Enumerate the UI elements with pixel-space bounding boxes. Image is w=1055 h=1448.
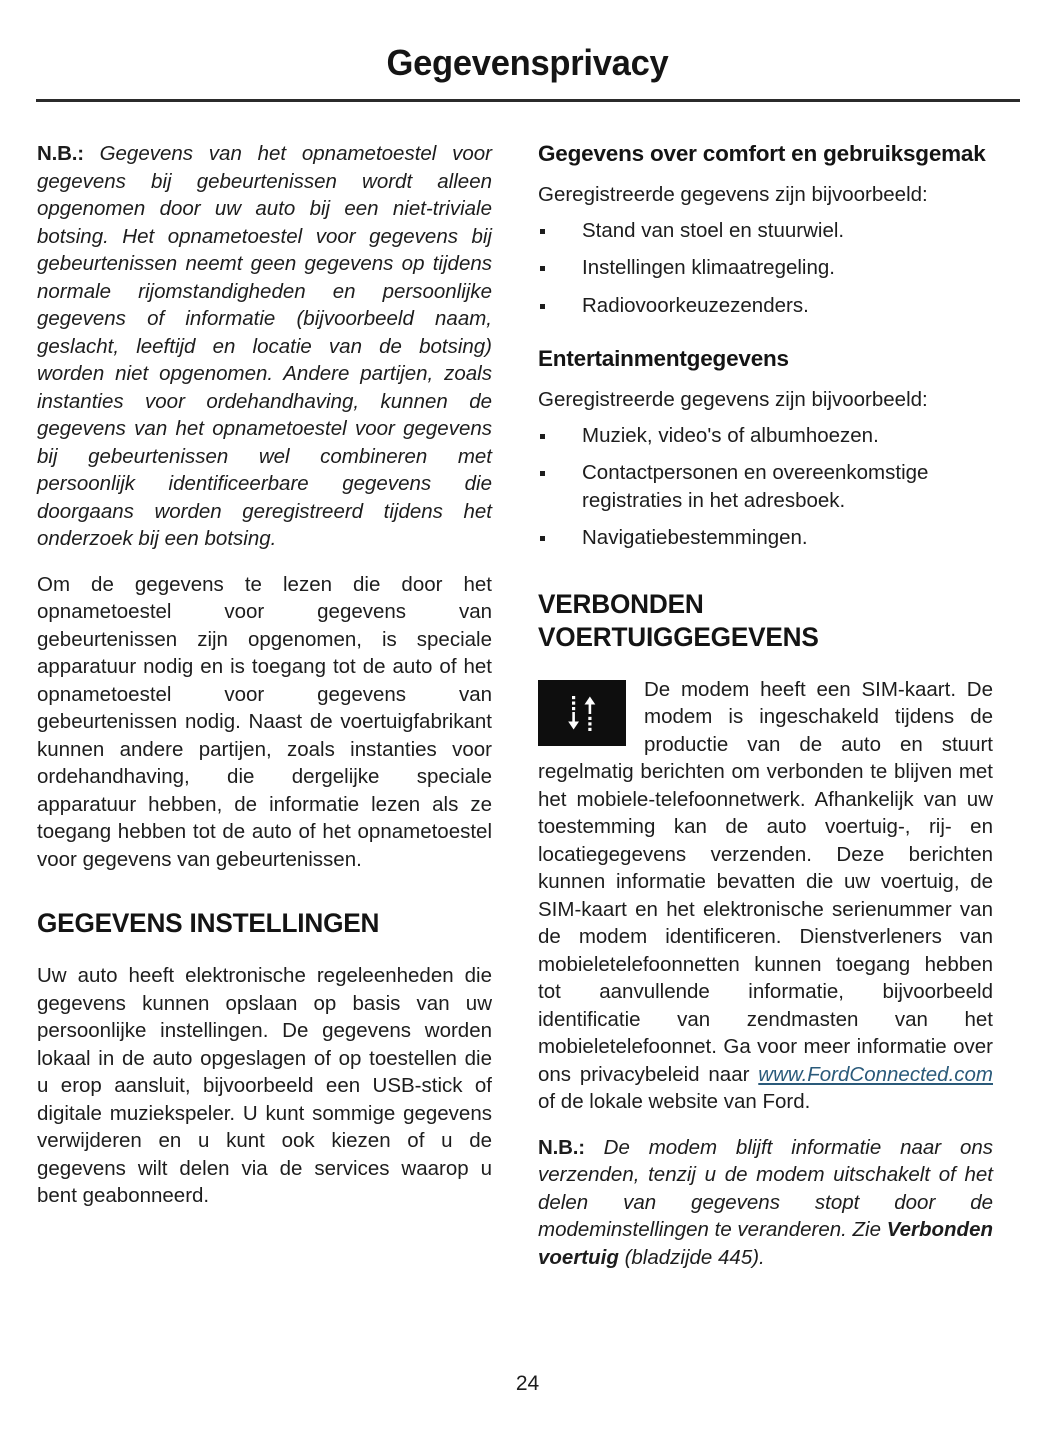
- bullet-dot-icon: [540, 304, 545, 309]
- paragraph-settings-data: Uw auto heeft elektronische regeleenheden die gegevens kunnen opslaan op basis van uw persoonlijke instellingen. De gegevens worden lokaal in de auto opgeslagen of op toestellen die u erop aansluit, bijvoorbeeld een USB-stick of digitale muziekspeler. U kunt sommige gegevens verwijderen en u kunt ook kiezen of u de gegevens wilt delen via de services waarop u bent geabonneerd.: [37, 964, 492, 1207]
- page-header: [35, 44, 1020, 82]
- note-body-tail: (bladzijde 445).: [618, 1245, 765, 1269]
- heading-entertainment-data: Entertainmentgegevens: [538, 346, 789, 371]
- heading-gegevens-instellingen: GEGEVENS INSTELLINGEN: [37, 908, 380, 938]
- bullet-list-entertainment: [538, 422, 993, 552]
- page-title: Gegevensprivacy: [386, 42, 669, 83]
- bullet-dot-icon: [540, 434, 545, 439]
- note-label: N.B.:: [37, 142, 84, 165]
- list-item-label: Muziek, video's of albumhoezen.: [582, 423, 879, 447]
- list-item: [538, 254, 993, 282]
- list-item-label: Navigatiebestemmingen.: [582, 526, 808, 549]
- bullet-dot-icon: [540, 471, 545, 476]
- heading-verbonden-voertuiggegevens: VERBONDEN VOERTUIGGEGEVENS: [538, 588, 819, 652]
- lead-comfort: Geregistreerde gegevens zijn bijvoorbeeld:: [538, 183, 928, 206]
- list-item: [538, 292, 993, 320]
- header-divider: [36, 99, 1020, 102]
- note-body: Gegevens van het opnametoestel voor gegevens bij gebeurtenissen wordt alleen opgenomen door uw auto bij een niet-triviale botsing. Het opnametoestel voor gegevens bij gebeurtenissen neemt geen gegevens op tijdens normale rijomstandigheden en persoonlijke gegevens of informatie (bijvoorbeeld naam, geslacht, leeftijd en locatie van de botsing) worden niet opgenomen. Andere partijen, zoals instanties voor ordehandhaving, kunnen de gegevens van het opnametoestel voor gegevens bij gebeurtenissen wel combineren met persoonlijk identificeerbare gegevens die doorgaans worden geregistreerd tijdens het onderzoek bij een botsing.: [37, 142, 492, 550]
- list-item-label: Stand van stoel en stuurwiel.: [582, 218, 845, 242]
- heading-comfort-data: Gegevens over comfort en gebruiksgemak: [538, 141, 986, 166]
- right-column: [538, 140, 993, 1271]
- note-label: N.B.:: [538, 1135, 585, 1159]
- note-event-recorder: [37, 140, 492, 553]
- lead-entertainment: Geregistreerde gegevens zijn bijvoorbeeld:: [538, 388, 928, 411]
- connected-body-text: De modem heeft een SIM-kaart. De modem is ingeschakeld tijdens de productie van de auto en stuurt regelmatig berichten om verbonden te blijven met het mobiele-telefoonnetwerk. Afhankelijk van uw toestemming kan de auto voertuig-, rij- en locatiegegevens verzenden. Deze berichten kunnen informatie bevatten die uw voertuig, de SIM-kaart en het elektronische serienummer van de modem identificeren. Dienstverleners van mobieletelefoonnetten kunnen toegang hebben tot aanvullende informatie, bijvoorbeeld identificatie van zendmasten van het mobieletelefoonnet. Ga voor meer informatie over ons privacybeleid naar: [538, 677, 993, 1086]
- list-item: [538, 524, 993, 552]
- paragraph-reading-event-data: Om de gegevens te lezen die door het opnametoestel voor gegevens van gebeurtenissen zijn opgenomen, is speciale apparatuur nodig en is toegang tot de auto of het opnametoestel voor gegevens van gebeurtenissen nodig. Naast de voertuigfabrikant kunnen andere partijen, zoals instanties voor ordehandhaving, die dergelijke speciale apparatuur hebben, de informatie lezen als ze toegang hebben tot de auto of het opnametoestel voor gegevens van gebeurtenissen.: [37, 572, 492, 871]
- connected-body-text-tail: of de lokale website van Ford.: [538, 1090, 811, 1113]
- bullet-list-comfort: [538, 217, 993, 320]
- note-modem: [538, 1134, 993, 1272]
- list-item-label: Contactpersonen en overeenkomstige registraties in het adresboek.: [582, 461, 929, 512]
- page-number: 24: [515, 1372, 540, 1395]
- paragraph-connected-vehicle: [538, 676, 993, 1116]
- fordconnected-link[interactable]: www.FordConnected.com: [758, 1062, 993, 1086]
- list-item: [538, 422, 993, 450]
- list-item-label: Instellingen klimaatregeling.: [582, 256, 835, 279]
- left-column: [37, 140, 492, 1271]
- list-item: [538, 459, 993, 514]
- bullet-dot-icon: [540, 229, 545, 234]
- bullet-dot-icon: [540, 536, 545, 541]
- data-transfer-icon: [538, 680, 626, 746]
- two-column-body: [37, 140, 1019, 1271]
- bullet-dot-icon: [540, 266, 545, 271]
- list-item-label: Radiovoorkeuzezenders.: [582, 293, 809, 317]
- note-body: De modem blijft informatie naar ons verzenden, tenzij u de modem uitschakelt of het delen van gegevens stopt door de modeminstellingen te veranderen. Zie: [538, 1135, 993, 1241]
- list-item: [538, 217, 993, 245]
- note-cross-reference: Verbonden voertuig: [538, 1218, 994, 1269]
